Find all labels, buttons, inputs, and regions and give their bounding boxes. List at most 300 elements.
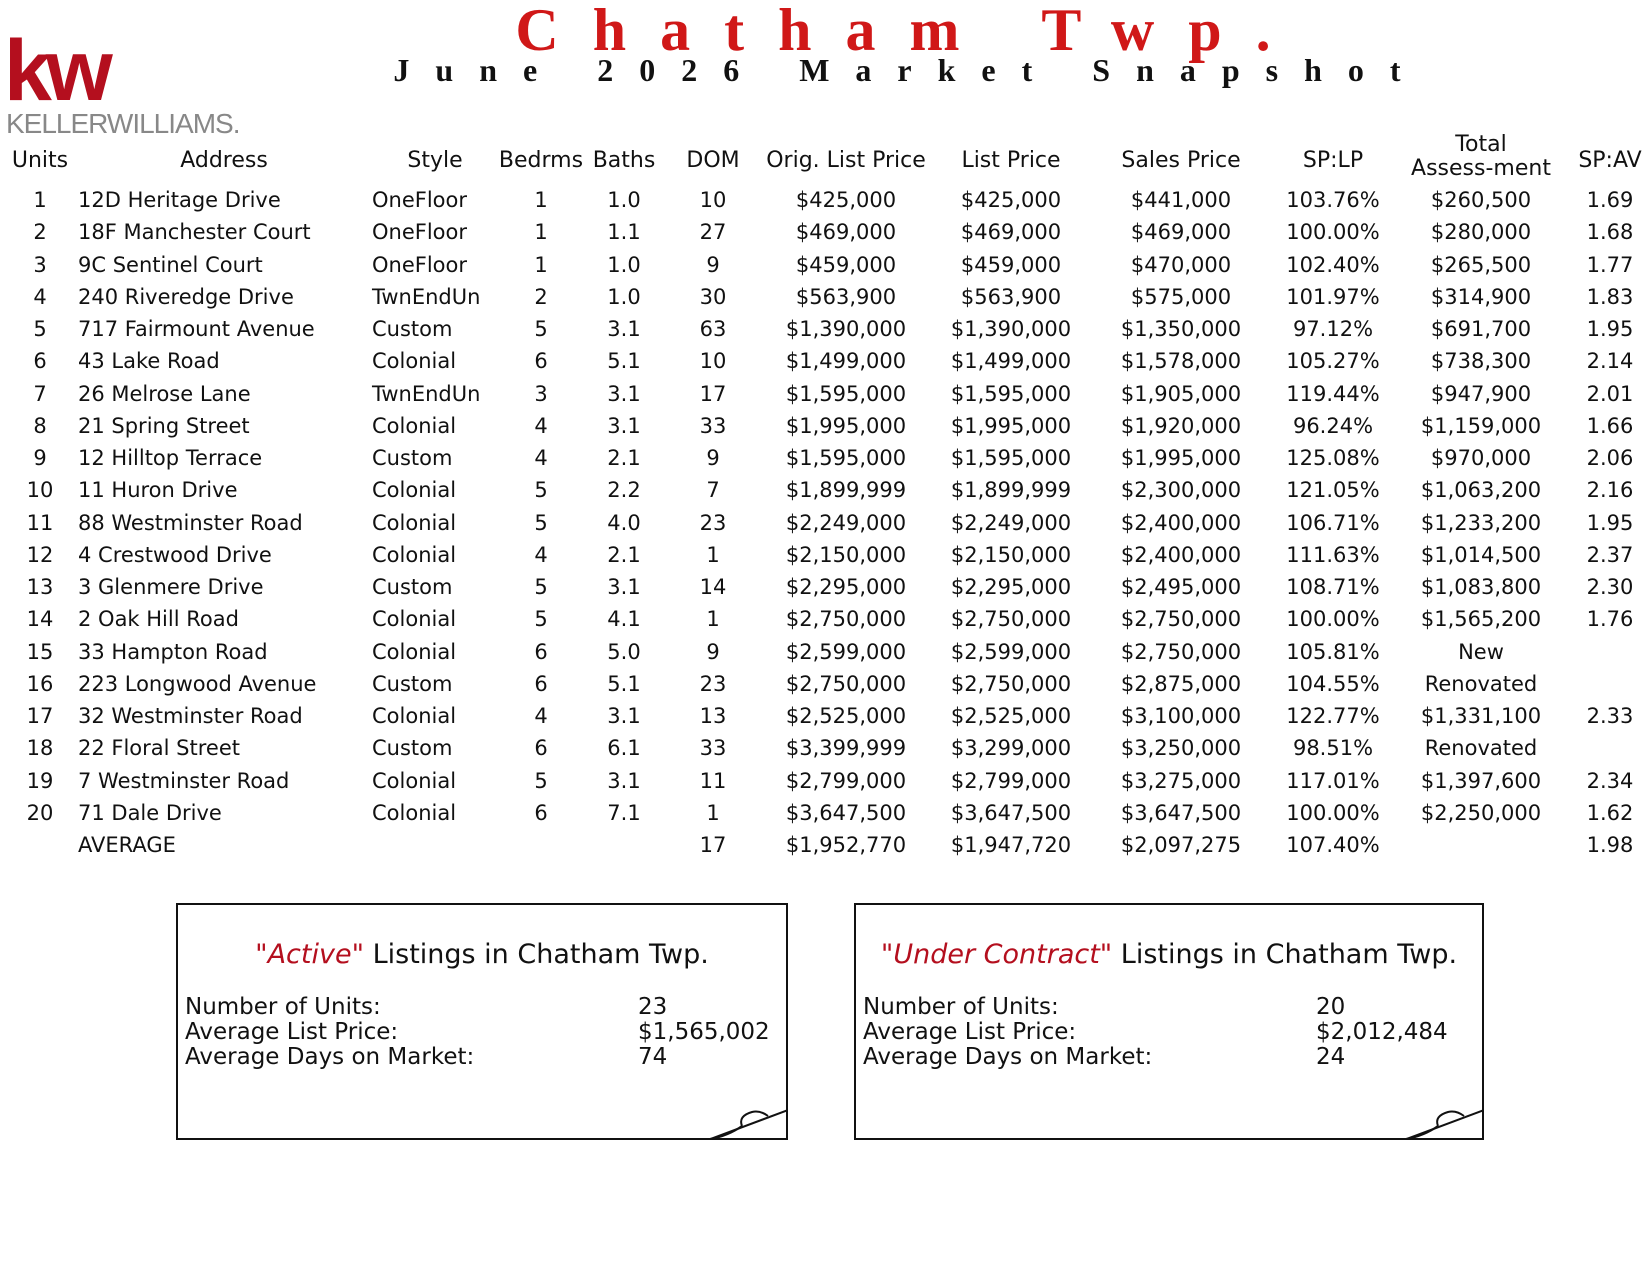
cell-units: 19	[26, 768, 54, 793]
cell-bedrooms: 6	[534, 639, 548, 664]
cell-bedrooms: 5	[534, 478, 548, 503]
cell-sp-lp: 102.40%	[1286, 252, 1380, 277]
cell-address: 18F Manchester Court	[78, 220, 311, 245]
cell-sales-price: $2,097,275	[1120, 833, 1242, 857]
cell-address: 7 Westminster Road	[78, 768, 290, 793]
cell-orig-list-price: $2,249,000	[785, 510, 907, 535]
cell-bedrooms: 1	[534, 252, 548, 277]
cell-bedrooms: 5	[534, 607, 548, 632]
cell-list-price: $1,947,720	[950, 833, 1072, 857]
cell-sp-av: 2.37	[1586, 542, 1634, 567]
cell-sp-av: 2.33	[1586, 704, 1634, 728]
cell-total-assessment: $314,900	[1430, 284, 1532, 309]
cell-style: TwnEndUn	[372, 381, 481, 406]
cell-address: 71 Dale Drive	[78, 800, 222, 825]
under-contract-listings-title: "Under Contract" Listings in Chatham Twp.	[880, 939, 1458, 970]
cell-units: 16	[26, 671, 54, 696]
cell-bedrooms: 6	[534, 349, 548, 374]
cell-sp-lp: 100.00%	[1286, 220, 1380, 245]
cell-dom: 7	[706, 478, 720, 503]
table-row	[0, 216, 1650, 248]
cell-list-price: $3,299,000	[950, 736, 1072, 761]
value-average-list-price: $1,565,002	[638, 1019, 770, 1045]
kw-logo-wordmark: KELLERWILLIAMS.	[6, 108, 240, 139]
cell-list-price: $2,599,000	[950, 639, 1072, 664]
cell-orig-list-price: $2,150,000	[785, 542, 907, 567]
cell-list-price: $425,000	[960, 188, 1062, 212]
table-row	[0, 668, 1650, 700]
cell-style: Colonial	[372, 639, 457, 664]
cell-dom: 13	[699, 704, 727, 728]
cell-units: 9	[33, 446, 47, 470]
kw-logo-mark: kw	[4, 23, 107, 119]
cell-sp-lp: 105.81%	[1286, 639, 1380, 664]
cell-orig-list-price: $3,647,500	[785, 800, 907, 825]
cell-units: 18	[26, 736, 54, 761]
cell-sp-lp: 125.08%	[1286, 446, 1380, 470]
cell-sales-price: $2,300,000	[1120, 478, 1242, 503]
label-average-list-price: Average List Price:	[185, 1019, 399, 1045]
cell-style: Custom	[372, 317, 453, 341]
cell-total-assessment: $260,500	[1430, 188, 1532, 212]
cell-orig-list-price: $1,952,770	[785, 833, 907, 857]
cell-sp-lp: 108.71%	[1286, 575, 1380, 599]
cell-dom: 33	[699, 736, 727, 761]
value-average-list-price: $2,012,484	[1316, 1019, 1448, 1045]
page-subtitle: June 2026 Market Snapshot	[393, 52, 1427, 88]
table-row	[0, 797, 1650, 829]
cell-sales-price: $1,920,000	[1120, 413, 1242, 438]
cell-bedrooms: 5	[534, 317, 548, 341]
cell-sp-lp: 97.12%	[1292, 317, 1374, 341]
cell-dom: 30	[699, 284, 727, 309]
cell-sales-price: $469,000	[1130, 220, 1232, 245]
cell-list-price: $469,000	[960, 220, 1062, 245]
cell-sp-lp: 104.55%	[1286, 671, 1380, 696]
cell-total-assessment: Renovated	[1424, 736, 1538, 761]
cell-total-assessment: $947,900	[1430, 381, 1532, 406]
cell-dom: 10	[699, 349, 727, 374]
cell-orig-list-price: $2,750,000	[785, 607, 907, 632]
cell-units: 15	[26, 639, 54, 664]
cell-bedrooms: 4	[534, 704, 548, 728]
cell-baths: 5.1	[607, 671, 641, 696]
cell-sales-price: $3,647,500	[1120, 800, 1242, 825]
cell-address: 223 Longwood Avenue	[78, 671, 317, 696]
cell-sp-lp: 100.00%	[1286, 800, 1380, 825]
cell-sp-av: 2.34	[1586, 768, 1634, 793]
cell-orig-list-price: $425,000	[795, 188, 897, 212]
cell-total-assessment: New	[1458, 639, 1504, 664]
cell-sp-av: 1.76	[1586, 607, 1634, 632]
cell-units: 11	[26, 510, 54, 535]
col-header-address: Address	[180, 148, 268, 173]
cell-units: 8	[33, 413, 47, 438]
active-listings-title: "Active" Listings in Chatham Twp.	[255, 939, 709, 970]
cell-list-price: $1,899,999	[950, 478, 1072, 503]
cell-total-assessment: $280,000	[1430, 220, 1532, 245]
table-row	[0, 603, 1650, 635]
cell-total-assessment: Renovated	[1424, 671, 1538, 696]
cell-baths: 1.0	[607, 188, 641, 212]
cell-list-price: $3,647,500	[950, 800, 1072, 825]
cell-address: 240 Riveredge Drive	[78, 284, 294, 309]
cell-sales-price: $2,875,000	[1120, 671, 1242, 696]
cell-baths: 3.1	[607, 413, 641, 438]
table-row	[0, 410, 1650, 442]
active-listings-panel	[176, 903, 788, 1140]
cell-units: 7	[33, 381, 47, 406]
table-row	[0, 442, 1650, 474]
cell-total-assessment: $265,500	[1430, 252, 1532, 277]
col-header-units: Units	[11, 148, 69, 173]
cell-dom: 10	[699, 188, 727, 212]
cell-dom: 9	[706, 252, 720, 277]
cell-baths: 3.1	[607, 704, 641, 728]
cell-units: 4	[33, 284, 47, 309]
cell-sp-lp: 103.76%	[1286, 188, 1380, 212]
cell-dom: 1	[706, 542, 720, 567]
cell-sp-av: 1.62	[1586, 800, 1634, 825]
cell-orig-list-price: $2,799,000	[785, 768, 907, 793]
cell-address: 26 Melrose Lane	[78, 381, 251, 406]
page-curl-icon	[1404, 1108, 1484, 1140]
cell-sp-lp: 101.97%	[1286, 284, 1380, 309]
cell-orig-list-price: $469,000	[795, 220, 897, 245]
cell-units: 14	[26, 607, 54, 632]
cell-total-assessment: $1,565,200	[1420, 607, 1542, 632]
cell-total-assessment: $1,233,200	[1420, 510, 1542, 535]
label-average-days-on-market: Average Days on Market:	[863, 1044, 1153, 1070]
cell-list-price: $2,750,000	[950, 671, 1072, 696]
cell-sp-lp: 119.44%	[1286, 381, 1380, 406]
table-row	[0, 313, 1650, 345]
cell-address: 88 Westminster Road	[78, 510, 303, 535]
cell-address: 9C Sentinel Court	[78, 252, 263, 277]
cell-sp-av: 2.06	[1586, 446, 1634, 470]
value-average-days-on-market: 24	[1316, 1044, 1346, 1070]
cell-address: 2 Oak Hill Road	[78, 607, 239, 632]
cell-total-assessment: $1,083,800	[1420, 575, 1542, 599]
cell-address: 22 Floral Street	[78, 736, 240, 761]
cell-baths: 3.1	[607, 381, 641, 406]
cell-sp-av: 1.95	[1586, 317, 1634, 341]
cell-baths: 1.0	[607, 284, 641, 309]
page-title: Chatham Twp.	[515, 0, 1305, 63]
cell-sales-price: $575,000	[1130, 284, 1232, 309]
under-contract-listings-values	[1316, 995, 1448, 1070]
average-row	[0, 829, 1650, 861]
cell-list-price: $1,995,000	[950, 413, 1072, 438]
cell-sales-price: $1,350,000	[1120, 317, 1242, 341]
under-contract-listings-labels	[863, 995, 1152, 1070]
cell-baths: 3.1	[607, 317, 641, 341]
cell-style: Custom	[372, 575, 453, 599]
cell-sales-price: $441,000	[1130, 188, 1232, 212]
cell-sp-lp: 111.63%	[1286, 542, 1380, 567]
cell-style: Colonial	[372, 704, 457, 728]
cell-bedrooms: 5	[534, 768, 548, 793]
cell-address: 4 Crestwood Drive	[78, 542, 272, 567]
cell-list-price: $1,499,000	[950, 349, 1072, 374]
cell-orig-list-price: $3,399,999	[785, 736, 907, 761]
cell-units: 13	[26, 575, 54, 599]
table-row	[0, 571, 1650, 603]
cell-dom: 11	[699, 768, 727, 793]
cell-style: Colonial	[372, 800, 457, 825]
cell-bedrooms: 6	[534, 736, 548, 761]
cell-bedrooms: 1	[534, 188, 548, 212]
cell-sales-price: $1,578,000	[1120, 349, 1242, 374]
cell-orig-list-price: $2,295,000	[785, 575, 907, 599]
cell-style: OneFloor	[372, 188, 468, 212]
cell-list-price: $2,750,000	[950, 607, 1072, 632]
cell-style: Colonial	[372, 510, 457, 535]
cell-dom: 63	[699, 317, 727, 341]
cell-total-assessment: $2,250,000	[1420, 800, 1542, 825]
table-row	[0, 765, 1650, 797]
cell-address: AVERAGE	[78, 833, 176, 857]
cell-sp-lp: 96.24%	[1292, 413, 1374, 438]
cell-bedrooms: 3	[534, 381, 548, 406]
under-contract-listings-panel	[854, 903, 1484, 1140]
cell-sp-lp: 106.71%	[1286, 510, 1380, 535]
value-number-of-units: 20	[1316, 994, 1346, 1020]
cell-list-price: $2,799,000	[950, 768, 1072, 793]
cell-orig-list-price: $1,595,000	[785, 381, 907, 406]
cell-units: 6	[33, 349, 47, 374]
col-header-list-price: List Price	[961, 148, 1061, 173]
page-curl-icon	[708, 1108, 788, 1140]
table-row	[0, 507, 1650, 539]
cell-sp-av: 1.66	[1586, 413, 1634, 438]
cell-style: Custom	[372, 671, 453, 696]
value-number-of-units: 23	[638, 994, 668, 1020]
cell-sp-lp: 122.77%	[1286, 704, 1380, 728]
cell-units: 17	[26, 704, 54, 728]
cell-style: Custom	[372, 736, 453, 761]
cell-bedrooms: 5	[534, 575, 548, 599]
cell-baths: 4.1	[607, 607, 641, 632]
cell-total-assessment: $970,000	[1430, 446, 1532, 470]
cell-total-assessment: $738,300	[1430, 349, 1532, 374]
cell-sp-av: 2.01	[1586, 381, 1634, 406]
cell-bedrooms: 5	[534, 510, 548, 535]
label-average-days-on-market: Average Days on Market:	[185, 1044, 475, 1070]
cell-total-assessment: $1,159,000	[1420, 413, 1542, 438]
cell-address: 3 Glenmere Drive	[78, 575, 264, 599]
cell-sales-price: $2,400,000	[1120, 510, 1242, 535]
cell-orig-list-price: $459,000	[795, 252, 897, 277]
cell-sp-lp: 107.40%	[1286, 833, 1380, 857]
cell-orig-list-price: $1,595,000	[785, 446, 907, 470]
cell-dom: 17	[699, 381, 727, 406]
cell-orig-list-price: $2,525,000	[785, 704, 907, 728]
cell-bedrooms: 4	[534, 542, 548, 567]
cell-dom: 9	[706, 639, 720, 664]
cell-list-price: $1,595,000	[950, 446, 1072, 470]
cell-total-assessment: $1,063,200	[1420, 478, 1542, 503]
cell-address: 12 Hilltop Terrace	[78, 446, 263, 470]
cell-baths: 5.1	[607, 349, 641, 374]
cell-total-assessment: $1,397,600	[1420, 768, 1542, 793]
cell-address: 32 Westminster Road	[78, 704, 303, 728]
cell-units: 12	[26, 542, 54, 567]
cell-units: 2	[33, 220, 47, 245]
keller-williams-logo	[4, 23, 240, 139]
cell-baths: 7.1	[607, 800, 641, 825]
cell-total-assessment: $1,331,100	[1420, 704, 1542, 728]
cell-sp-av: 1.98	[1586, 833, 1634, 857]
cell-baths: 3.1	[607, 575, 641, 599]
cell-style: Colonial	[372, 607, 457, 632]
col-header-dom: DOM	[686, 148, 740, 173]
cell-address: 12D Heritage Drive	[78, 188, 281, 212]
value-average-days-on-market: 74	[638, 1044, 668, 1070]
cell-baths: 3.1	[607, 768, 641, 793]
table-row	[0, 539, 1650, 571]
cell-style: OneFloor	[372, 220, 468, 245]
col-header-total-assessment: Total Assess-ment	[1411, 132, 1551, 181]
cell-orig-list-price: $563,900	[795, 284, 897, 309]
table-row	[0, 636, 1650, 668]
cell-bedrooms: 6	[534, 800, 548, 825]
cell-sales-price: $3,275,000	[1120, 768, 1242, 793]
cell-address: 717 Fairmount Avenue	[78, 317, 315, 341]
cell-address: 21 Spring Street	[78, 413, 250, 438]
cell-bedrooms: 4	[534, 446, 548, 470]
table-row	[0, 378, 1650, 410]
cell-sp-av: 2.30	[1586, 575, 1634, 599]
table-row	[0, 345, 1650, 377]
cell-dom: 1	[706, 800, 720, 825]
cell-dom: 17	[699, 833, 727, 857]
cell-sales-price: $2,495,000	[1120, 575, 1242, 599]
cell-sales-price: $1,995,000	[1120, 446, 1242, 470]
cell-orig-list-price: $1,899,999	[785, 478, 907, 503]
table-row	[0, 474, 1650, 506]
cell-style: Colonial	[372, 768, 457, 793]
cell-units: 10	[26, 478, 54, 503]
cell-style: TwnEndUn	[372, 284, 481, 309]
cell-sp-lp: 105.27%	[1286, 349, 1380, 374]
active-listings-values	[638, 995, 770, 1070]
cell-orig-list-price: $2,750,000	[785, 671, 907, 696]
cell-address: 11 Huron Drive	[78, 478, 238, 503]
cell-baths: 1.0	[607, 252, 641, 277]
cell-baths: 4.0	[607, 510, 641, 535]
cell-address: 43 Lake Road	[78, 349, 220, 374]
cell-dom: 14	[699, 575, 727, 599]
cell-sales-price: $3,250,000	[1120, 736, 1242, 761]
cell-baths: 1.1	[607, 220, 641, 245]
cell-dom: 23	[699, 510, 727, 535]
cell-sp-av: 1.77	[1586, 252, 1634, 277]
cell-sp-av: 2.14	[1586, 349, 1634, 374]
cell-orig-list-price: $1,390,000	[785, 317, 907, 341]
cell-units: 5	[33, 317, 47, 341]
table-row	[0, 281, 1650, 313]
cell-list-price: $563,900	[960, 284, 1062, 309]
active-listings-labels	[185, 995, 474, 1070]
cell-orig-list-price: $1,499,000	[785, 349, 907, 374]
cell-list-price: $2,150,000	[950, 542, 1072, 567]
cell-total-assessment: $1,014,500	[1420, 542, 1542, 567]
cell-style: Colonial	[372, 349, 457, 374]
cell-list-price: $459,000	[960, 252, 1062, 277]
cell-sp-av: 1.83	[1586, 284, 1634, 309]
table-row	[0, 184, 1650, 216]
label-number-of-units: Number of Units:	[185, 994, 381, 1020]
cell-orig-list-price: $2,599,000	[785, 639, 907, 664]
cell-style: Colonial	[372, 542, 457, 567]
cell-baths: 2.1	[607, 542, 641, 567]
cell-dom: 27	[699, 220, 727, 245]
cell-sp-av: 1.68	[1586, 220, 1634, 245]
cell-baths: 2.2	[607, 478, 641, 503]
cell-list-price: $2,525,000	[950, 704, 1072, 728]
cell-dom: 33	[699, 413, 727, 438]
col-header-style: Style	[407, 148, 463, 173]
cell-bedrooms: 6	[534, 671, 548, 696]
cell-sales-price: $2,400,000	[1120, 542, 1242, 567]
col-header-sales-price: Sales Price	[1121, 148, 1241, 173]
cell-baths: 2.1	[607, 446, 641, 470]
table-header	[0, 132, 1650, 181]
cell-dom: 9	[706, 446, 720, 470]
table-row	[0, 700, 1650, 732]
cell-sp-lp: 98.51%	[1292, 736, 1374, 761]
cell-sp-av: 1.69	[1586, 188, 1634, 212]
cell-sp-lp: 117.01%	[1286, 768, 1380, 793]
cell-total-assessment: $691,700	[1430, 317, 1532, 341]
cell-style: OneFloor	[372, 252, 468, 277]
cell-list-price: $1,595,000	[950, 381, 1072, 406]
cell-sp-av: 2.16	[1586, 478, 1634, 503]
cell-list-price: $2,249,000	[950, 510, 1072, 535]
cell-dom: 1	[706, 607, 720, 632]
table-row	[0, 732, 1650, 764]
cell-sp-lp: 121.05%	[1286, 478, 1380, 503]
label-average-list-price: Average List Price:	[863, 1019, 1077, 1045]
cell-sales-price: $2,750,000	[1120, 607, 1242, 632]
cell-sales-price: $3,100,000	[1120, 704, 1242, 728]
col-header-baths: Baths	[592, 148, 656, 173]
cell-list-price: $2,295,000	[950, 575, 1072, 599]
cell-bedrooms: 4	[534, 413, 548, 438]
cell-baths: 6.1	[607, 736, 641, 761]
cell-bedrooms: 1	[534, 220, 548, 245]
cell-sales-price: $2,750,000	[1120, 639, 1242, 664]
col-header-orig-list-price: Orig. List Price	[766, 148, 926, 173]
cell-sales-price: $470,000	[1130, 252, 1232, 277]
col-header-sp-lp: SP:LP	[1302, 148, 1364, 173]
cell-bedrooms: 2	[534, 284, 548, 309]
cell-style: Colonial	[372, 413, 457, 438]
cell-address: 33 Hampton Road	[78, 639, 268, 664]
cell-sales-price: $1,905,000	[1120, 381, 1242, 406]
cell-baths: 5.0	[607, 639, 641, 664]
table-row	[0, 249, 1650, 281]
cell-sp-av: 1.95	[1586, 510, 1634, 535]
col-header-sp-av: SP:AV	[1578, 148, 1642, 173]
label-number-of-units: Number of Units:	[863, 994, 1059, 1020]
cell-list-price: $1,390,000	[950, 317, 1072, 341]
cell-units: 1	[33, 188, 47, 212]
cell-units: 20	[26, 800, 54, 825]
col-header-bedrooms: Bedrms	[498, 148, 584, 173]
cell-sp-lp: 100.00%	[1286, 607, 1380, 632]
